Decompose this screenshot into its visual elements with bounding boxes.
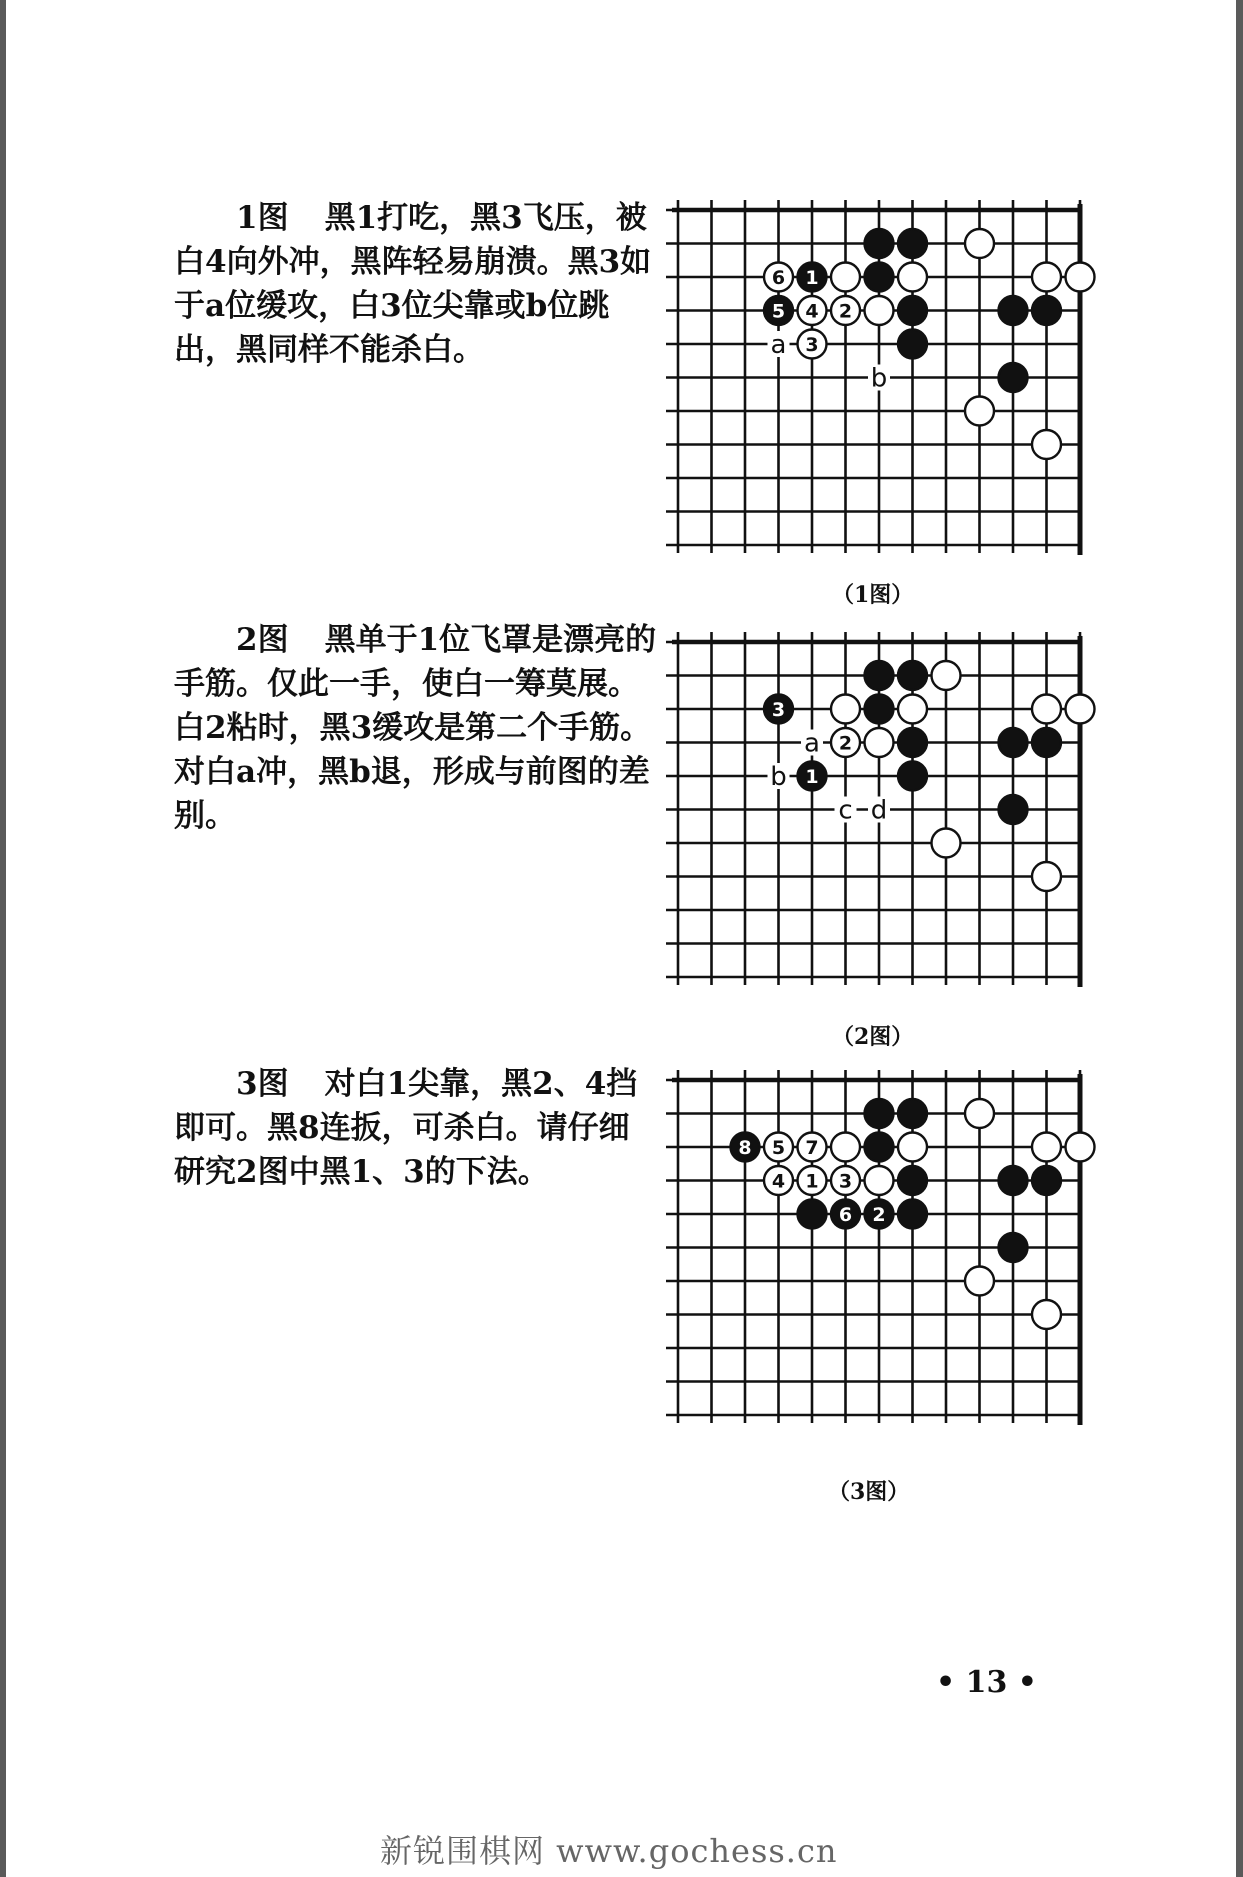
black-stone: [898, 762, 927, 791]
point-label: a: [804, 728, 820, 759]
black-stone: [999, 363, 1028, 392]
go-diagram-1: [660, 190, 1120, 570]
white-stone: [1066, 695, 1095, 724]
black-stone: [898, 1166, 927, 1195]
go-diagram-2: [660, 622, 1120, 1002]
black-stone: [798, 1200, 827, 1229]
black-stone: [898, 661, 927, 690]
book-page: [6, 0, 1236, 1877]
black-stone: [865, 661, 894, 690]
white-stone: [898, 695, 927, 724]
black-stone: [898, 1200, 927, 1229]
diagram-3-caption: （3图）: [828, 1479, 910, 1505]
paragraph-1-body: 黑1打吃，黑3飞压，被白4向外冲，黑阵轻易崩溃。黑3如于a位缓攻，白3位尖靠或b位跳出，黑同样不能杀白。: [174, 200, 652, 368]
white-stone: [1032, 1300, 1061, 1329]
paragraph-2-body: 黑单于1位飞罩是漂亮的手筋。仅此一手，使白一筹莫展。白2粘时，黑3缓攻是第二个手筋。对白a冲，黑b退，形成与前图的差别。: [174, 622, 657, 834]
move-number: 2: [872, 1204, 886, 1226]
white-stone: [965, 397, 994, 426]
go-diagram-3: [660, 1060, 1120, 1440]
watermark: 新锐围棋网 www.gochess.cn: [380, 1832, 838, 1870]
white-stone: [965, 229, 994, 258]
paragraph-1-title: 1图: [236, 200, 289, 236]
black-stone: [1032, 1166, 1061, 1195]
move-number: 1: [805, 267, 819, 289]
white-stone: [831, 1133, 860, 1162]
paragraph-2-title: 2图: [236, 622, 289, 658]
point-label: a: [770, 330, 787, 360]
white-stone: [1066, 1133, 1095, 1162]
move-number: 5: [771, 1137, 786, 1159]
black-stone: [865, 229, 894, 258]
page-number: • 13 •: [936, 1665, 1037, 1700]
black-stone: [865, 695, 894, 724]
black-stone: [1032, 728, 1061, 757]
white-stone: [1032, 430, 1061, 459]
point-label: b: [770, 762, 787, 792]
white-stone: [932, 661, 961, 690]
white-stone: [898, 1133, 927, 1162]
black-stone: [1032, 296, 1061, 325]
move-number: 2: [838, 300, 853, 323]
move-number: 3: [838, 1170, 853, 1193]
white-stone: [965, 1267, 994, 1296]
diagram-2-caption: （2图）: [832, 1024, 914, 1050]
diagram-1-caption: （1图）: [832, 582, 914, 608]
black-stone: [999, 795, 1028, 824]
move-number: 7: [805, 1137, 819, 1159]
black-stone: [865, 263, 894, 292]
paragraph-3-title: 3图: [236, 1066, 289, 1102]
move-number: 6: [771, 267, 786, 289]
white-stone: [932, 829, 961, 858]
white-stone: [865, 728, 894, 757]
point-label: b: [870, 363, 888, 394]
point-label: c: [838, 795, 853, 826]
move-number: 1: [805, 766, 819, 788]
move-number: 3: [771, 699, 786, 721]
white-stone: [1032, 862, 1061, 891]
move-number: 6: [838, 1204, 853, 1226]
black-stone: [999, 1166, 1028, 1195]
white-stone: [965, 1099, 994, 1128]
white-stone: [1032, 263, 1061, 292]
move-number: 8: [738, 1137, 752, 1159]
black-stone: [865, 1133, 894, 1162]
black-stone: [865, 1099, 894, 1128]
black-stone: [898, 330, 927, 359]
move-number: 1: [805, 1170, 819, 1193]
white-stone: [831, 695, 860, 724]
black-stone: [999, 296, 1028, 325]
paragraph-3: [174, 1062, 660, 1194]
move-number: 5: [771, 300, 786, 323]
paragraph-3-body: 对白1尖靠，黑2、4挡即可。黑8连扳，可杀白。请仔细研究2图中黑1、3的下法。: [174, 1066, 638, 1190]
move-number: 3: [805, 334, 819, 356]
white-stone: [898, 263, 927, 292]
paragraph-1: [174, 196, 660, 372]
point-label: d: [870, 795, 888, 826]
black-stone: [999, 728, 1028, 757]
white-stone: [1032, 695, 1061, 724]
move-number: 4: [805, 300, 819, 323]
move-number: 2: [838, 732, 853, 755]
paragraph-2: [174, 618, 660, 838]
move-number: 4: [771, 1170, 786, 1193]
black-stone: [999, 1233, 1028, 1262]
white-stone: [865, 1166, 894, 1195]
white-stone: [831, 263, 860, 292]
white-stone: [1032, 1133, 1061, 1162]
black-stone: [898, 229, 927, 258]
white-stone: [865, 296, 894, 325]
black-stone: [898, 296, 927, 325]
black-stone: [898, 728, 927, 757]
white-stone: [1066, 263, 1095, 292]
black-stone: [898, 1099, 927, 1128]
